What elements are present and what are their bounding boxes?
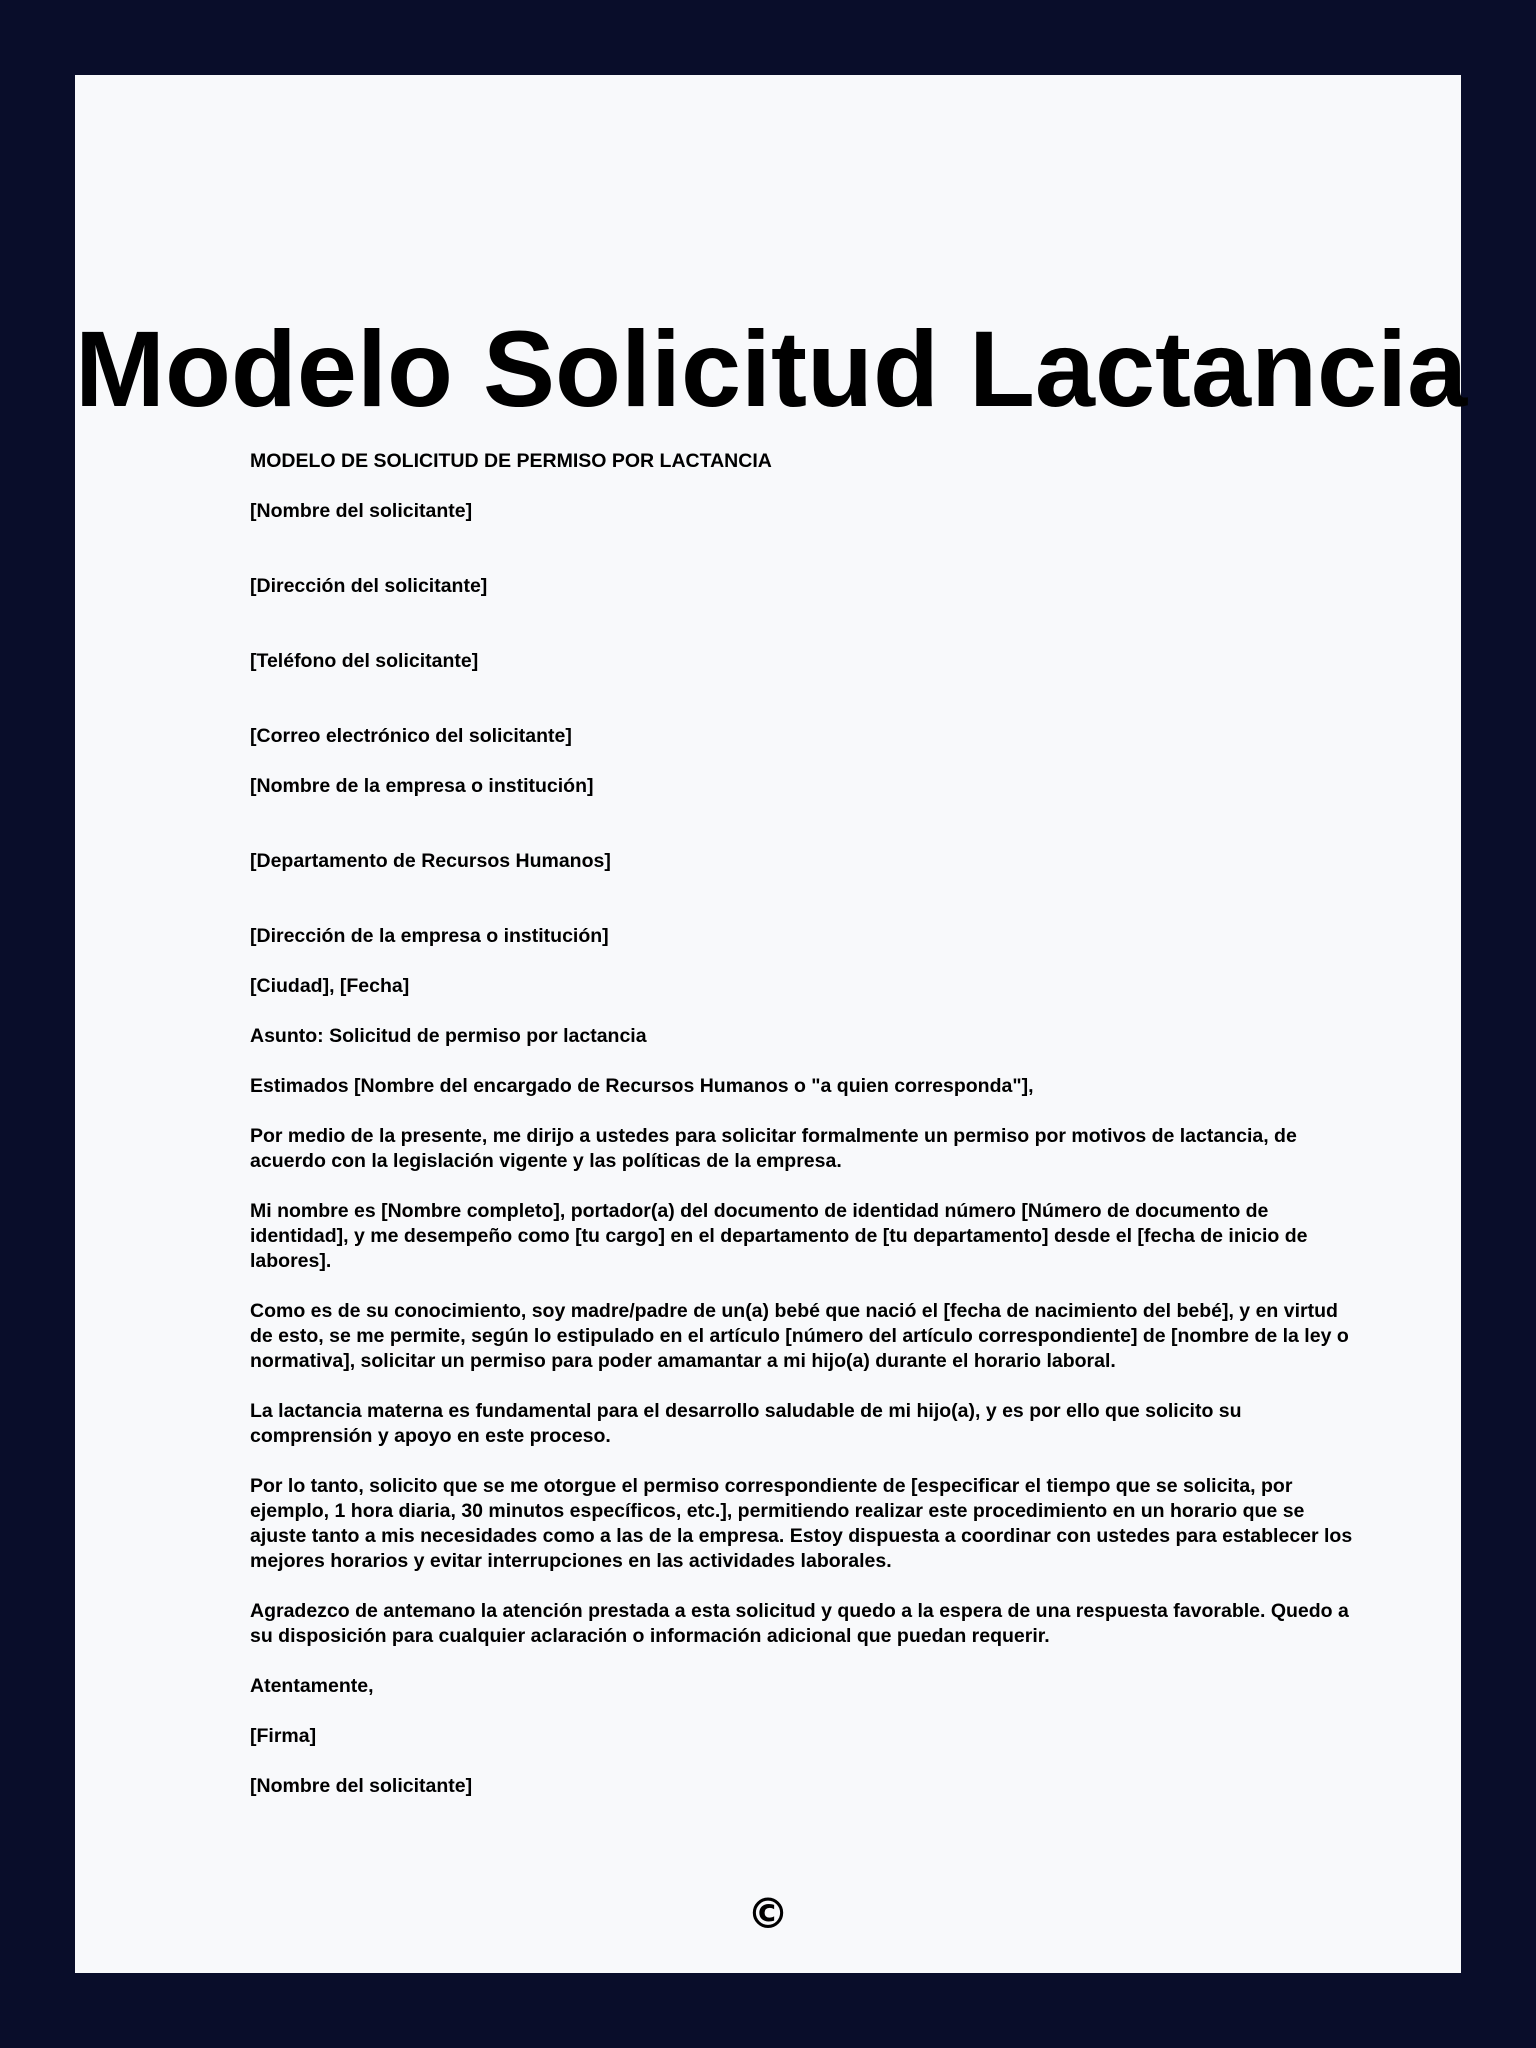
letter-heading: MODELO DE SOLICITUD DE PERMISO POR LACTANCIA [250, 450, 772, 472]
salutation: Estimados [Nombre del encargado de Recursos Humanos o "a quien corresponda"], [250, 1075, 1034, 1097]
copyright-icon: © [747, 1889, 789, 1938]
body-paragraph: Por lo tanto, solicito que se me otorgue el permiso correspondiente de [especificar el tiempo que se solicita, por ejemplo, 1 hora diaria, 30 minutos específicos, etc.], permitiendo realizar este procedimiento en un horario que se ajuste tanto a mis necesidades como a las de la empresa. Estoy dispuesta a coordinar con ustedes para establecer los mejores horarios y evitar interrupciones en las actividades laborales. [250, 1475, 1353, 1572]
applicant-email: [Correo electrónico del solicitante] [250, 725, 572, 747]
body-paragraph: La lactancia materna es fundamental para el desarrollo saludable de mi hijo(a), y es por ello que solicito su comprensión y apoyo en este proceso. [250, 1400, 1242, 1447]
applicant-phone: [Teléfono del solicitante] [250, 650, 479, 672]
city-date: [Ciudad], [Fecha] [250, 975, 410, 997]
signature-placeholder: [Firma] [250, 1725, 317, 1747]
letter-body [250, 449, 1360, 1824]
applicant-address: [Dirección del solicitante] [250, 575, 488, 597]
company-name: [Nombre de la empresa o institución] [250, 775, 594, 797]
company-address: [Dirección de la empresa o institución] [250, 925, 609, 947]
body-paragraph: Por medio de la presente, me dirijo a ustedes para solicitar formalmente un permiso por motivos de lactancia, de acuerdo con la legislación vigente y las políticas de la empresa. [250, 1125, 1297, 1172]
applicant-name: [Nombre del solicitante] [250, 500, 473, 522]
body-paragraph: Como es de su conocimiento, soy madre/padre de un(a) bebé que nació el [fecha de nacimiento del bebé], y en virtud de esto, se me permite, según lo estipulado en el artículo [número del artículo correspondiente] de [nombre de la ley o normativa], solicitar un permiso para poder amamantar a mi hijo(a) durante el horario laboral. [250, 1300, 1349, 1372]
body-paragraph: Mi nombre es [Nombre completo], portador(a) del documento de identidad número [Número de documento de identidad], y me desempeño como [tu cargo] en el departamento de [tu departamento] desde el [fecha de inicio de labores]. [250, 1200, 1308, 1272]
page-title: Modelo Solicitud Lactancia [75, 308, 1468, 429]
closing-line: Atentamente, [250, 1675, 374, 1697]
document-page [75, 75, 1468, 1973]
signer-name: [Nombre del solicitante] [250, 1775, 473, 1797]
body-paragraph: Agradezco de antemano la atención prestada a esta solicitud y quedo a la espera de una respuesta favorable. Quedo a su disposición para cualquier aclaración o información adicional que puedan requerir. [250, 1600, 1349, 1647]
subject-line: Asunto: Solicitud de permiso por lactancia [250, 1025, 647, 1047]
hr-department: [Departamento de Recursos Humanos] [250, 850, 611, 872]
